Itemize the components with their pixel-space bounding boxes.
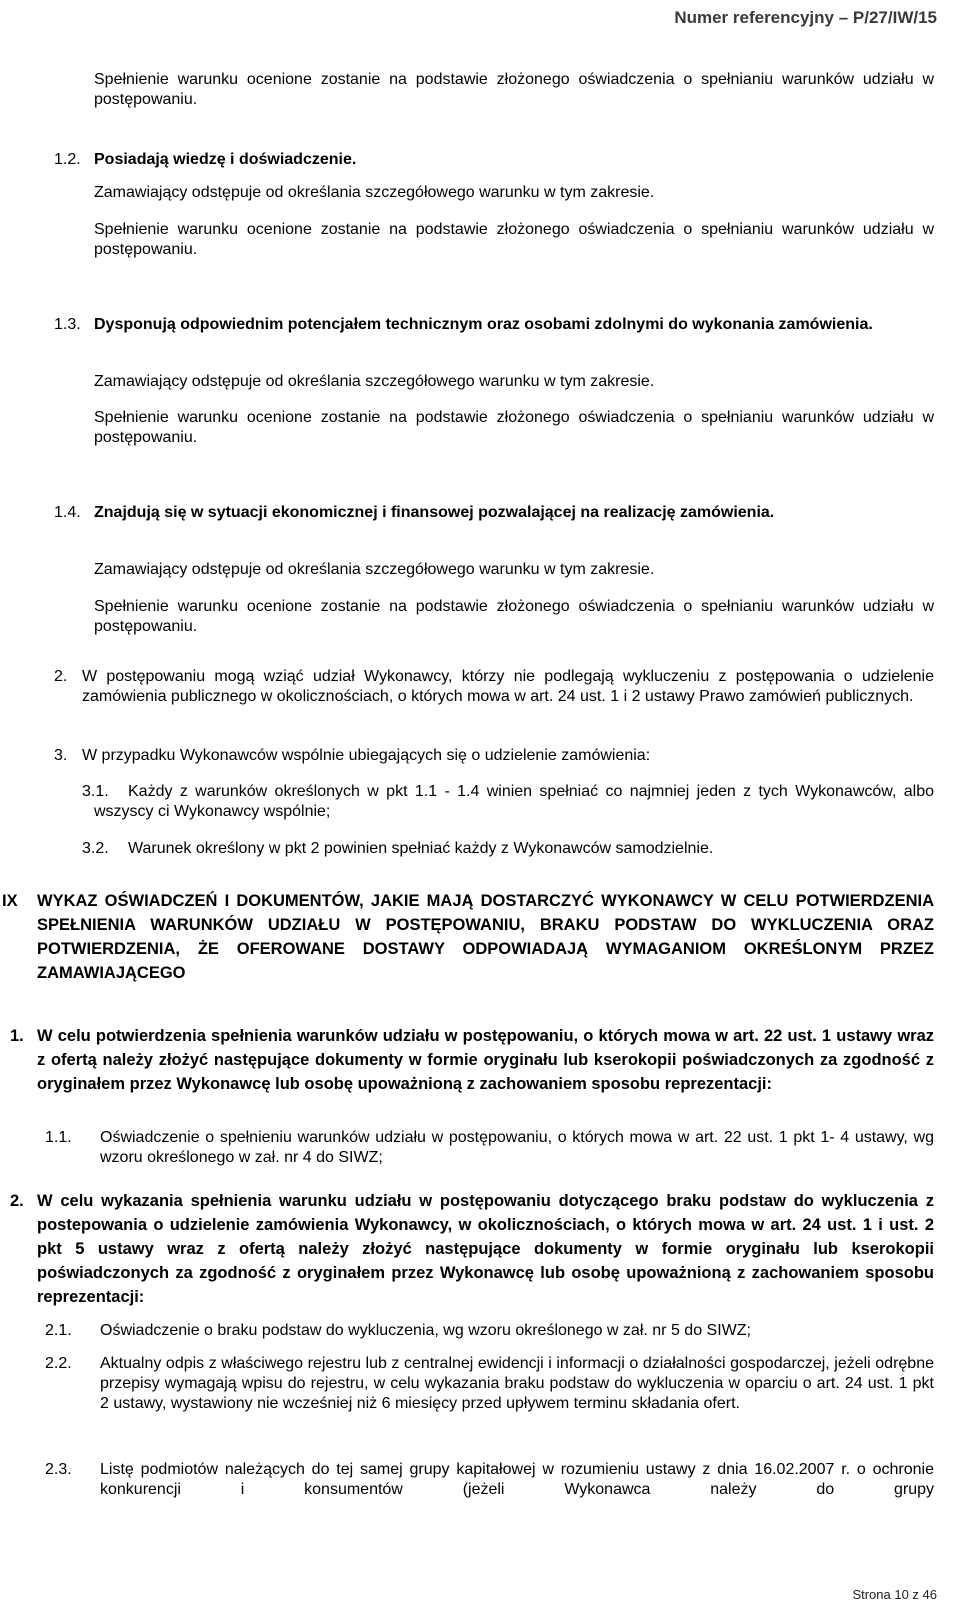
item-number: 2.3. xyxy=(45,1461,72,1478)
paragraph: Spełnienie warunku ocenione zostanie na podstawie złożonego oświadczenia o spełnianiu warunków udziału w postępowaniu. xyxy=(94,71,934,108)
paragraph: W postępowaniu mogą wziąć udział Wykonawcy, którzy nie podlegają wykluczeniu z postępowania o udzielenie zamówienia publicznego w okolicznościach, o których mowa w art. 24 ust. 1 i 2 ustawy Prawo zamówień publicznych. xyxy=(82,668,934,705)
chapter-title: WYKAZ OŚWIADCZEŃ I DOKUMENTÓW, JAKIE MAJĄ DOSTARCZYĆ WYKONAWCY W CELU POTWIERDZENIA SPEŁNIENIA WARUNKÓW UDZIAŁU W POSTĘPOWANIU, BRAKU PODSTAW DO WYKLUCZENIA ORAZ POTWIERDZENIA, ŻE OFEROWANE DOSTAWY ODPOWIADAJĄ WYMAGANIOM OKREŚLONYM PRZEZ ZAMAWIAJĄCEGO xyxy=(37,892,934,982)
section-number: 1.4. xyxy=(54,504,81,521)
list-item: Oświadczenie o braku podstaw do wykluczenia, wg wzoru określonego w zał. nr 5 do SIWZ; xyxy=(100,1322,751,1339)
paragraph: Zamawiający odstępuje od określania szczegółowego warunku w tym zakresie. xyxy=(94,561,655,578)
list-item: Oświadczenie o spełnieniu warunków udziału w postępowaniu, o których mowa w art. 22 ust. 1 pkt 1- 4 ustawy, wg wzoru określonego w zał. nr 4 do SIWZ; xyxy=(100,1129,934,1166)
list-item-text: Każdy z warunków określonych w pkt 1.1 - 1.4 winien spełniać co najmniej jeden z tych Wykonawców, albo wszyscy ci Wykonawcy wspólnie; xyxy=(94,783,934,820)
paragraph: Spełnienie warunku ocenione zostanie na podstawie złożonego oświadczenia o spełnianiu warunków udziału w postępowaniu. xyxy=(94,409,934,446)
list-item: Warunek określony w pkt 2 powinien spełniać każdy z Wykonawców samodzielnie. xyxy=(128,840,714,857)
list-item xyxy=(94,782,934,822)
section-number: 2. xyxy=(10,1192,24,1210)
section-text: W celu wykazania spełnienia warunku udziału w postępowaniu dotyczącego braku podstaw do wykluczenia z postepowania o udzielenie zamówienia Wykonawcy, w okolicznościach, o których mowa w art. 24 ust. 1 i ust. 2 pkt 5 ustawy wraz z ofertą należy złożyć następujące dokumenty w formie oryginału lub kserokopii poświadczonych za zgodność z oryginałem przez Wykonawcę lub osobę upoważnioną z zachowaniem sposobu reprezentacji: xyxy=(37,1192,934,1306)
item-number: 2.2. xyxy=(45,1355,72,1372)
item-number: 2.1. xyxy=(45,1322,72,1339)
paragraph: Zamawiający odstępuje od określania szczegółowego warunku w tym zakresie. xyxy=(94,373,655,390)
section-title: Znajdują się w sytuacji ekonomicznej i finansowej pozwalającej na realizację zamówienia. xyxy=(94,504,775,521)
item-number: 1.1. xyxy=(45,1129,72,1146)
item-number: 3.1. xyxy=(82,783,109,800)
list-item: Listę podmiotów należących do tej samej grupy kapitałowej w rozumieniu ustawy z dnia 16.02.2007 r. o ochronie konkurencji i konsumentów (jeżeli Wykonawca należy do grupy xyxy=(100,1461,934,1498)
section-title: Dysponują odpowiednim potencjałem technicznym oraz osobami zdolnymi do wykonania zamówienia. xyxy=(94,316,873,333)
section-number: 1. xyxy=(10,1027,24,1045)
section-number: 2. xyxy=(54,668,68,685)
paragraph: Spełnienie warunku ocenione zostanie na podstawie złożonego oświadczenia o spełnianiu warunków udziału w postępowaniu. xyxy=(94,598,934,635)
section-number: 1.3. xyxy=(54,316,81,333)
paragraph: Zamawiający odstępuje od określania szczegółowego warunku w tym zakresie. xyxy=(94,184,655,201)
item-number: 3.2. xyxy=(82,840,109,857)
document-reference-header: Numer referencyjny – P/27/IW/15 xyxy=(674,8,937,27)
page-number-footer: Strona 10 z 46 xyxy=(852,1587,937,1602)
list-item: Aktualny odpis z właściwego rejestru lub z centralnej ewidencji i informacji o działalności gospodarczej, jeżeli odrębne przepisy wymagają wpisu do rejestru, w celu wykazania braku podstaw do wykluczenia w oparciu o art. 24 ust. 1 pkt 2 ustawy, wystawiony nie wcześniej niż 6 miesięcy przed upływem terminu składania ofert. xyxy=(100,1355,934,1412)
paragraph: W przypadku Wykonawców wspólnie ubiegających się o udzielenie zamówienia: xyxy=(82,747,651,764)
section-text: W celu potwierdzenia spełnienia warunków udziału w postępowaniu, o których mowa w art. 22 ust. 1 ustawy wraz z ofertą należy złożyć następujące dokumenty w formie oryginału lub kserokopii poświadczonych za zgodność z oryginałem przez Wykonawcę lub osobę upoważnioną z zachowaniem sposobu reprezentacji: xyxy=(37,1027,934,1093)
section-title: Posiadają wiedzę i doświadczenie. xyxy=(94,151,357,168)
paragraph: Spełnienie warunku ocenione zostanie na podstawie złożonego oświadczenia o spełnianiu warunków udziału w postępowaniu. xyxy=(94,221,934,258)
chapter-number: IX xyxy=(2,892,18,910)
section-number: 1.2. xyxy=(54,151,81,168)
section-number: 3. xyxy=(54,747,68,764)
